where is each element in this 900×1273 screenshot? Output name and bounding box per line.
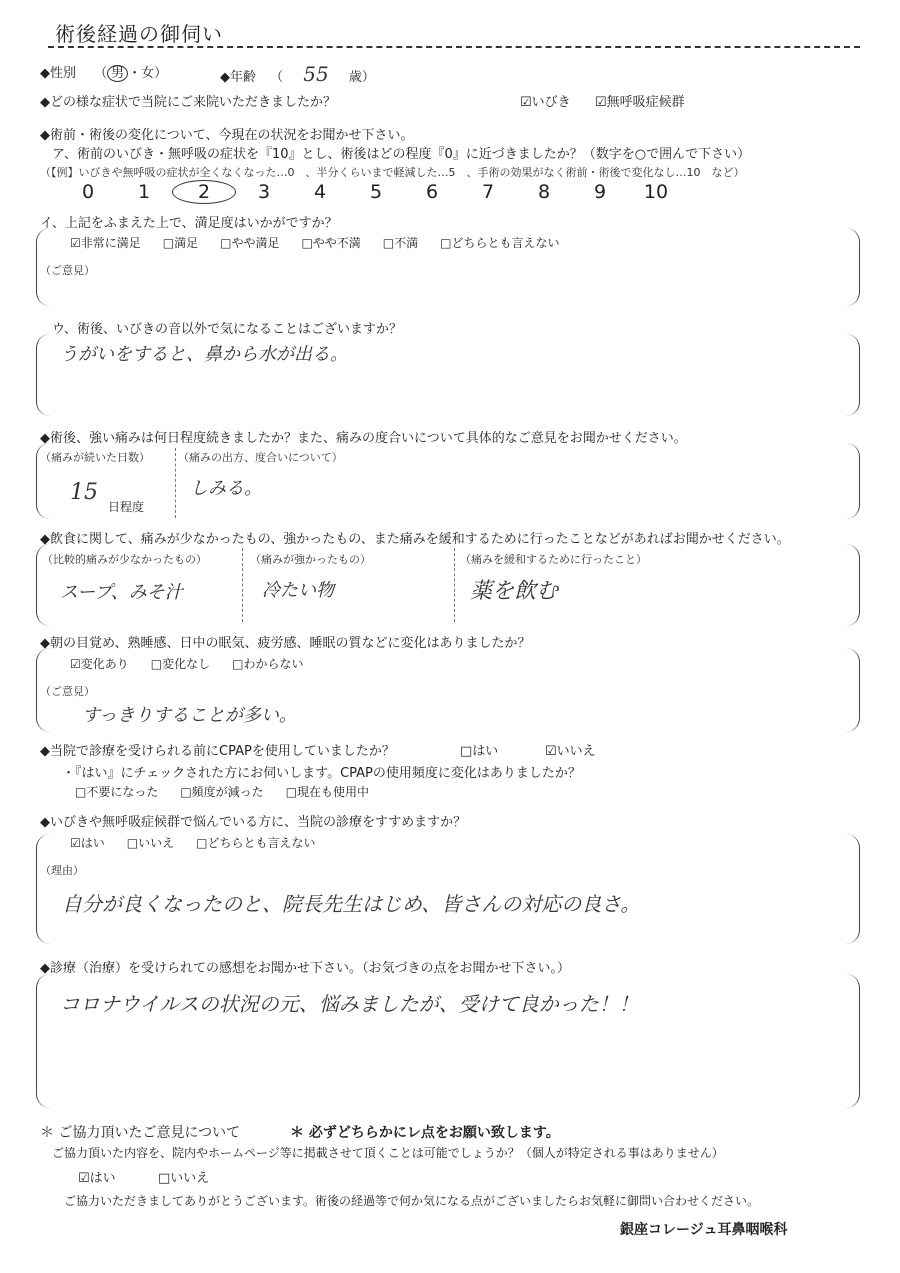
pain-degree-label: （痛みの出方、度合いについて）: [178, 451, 343, 464]
consent-header-right: ＊ 必ずどちらかにレ点をお願い致します。: [290, 1125, 560, 1141]
other-concern-question: ウ、術後、いびきの音以外で気になることはございますか？: [52, 322, 402, 337]
food-col2-label: （痛みが強かったもの）: [250, 553, 371, 566]
cpap-followup-options: [75, 783, 391, 800]
scale-number-6[interactable]: 6: [425, 181, 439, 203]
title-divider: [48, 46, 860, 48]
satisfaction-option-5[interactable]: □どちらとも言えない: [440, 236, 560, 250]
food-col3-label: （痛みを緩和するために行ったこと）: [460, 553, 647, 566]
food-col3-answer: 薬を飲む: [470, 579, 559, 604]
cpap-question: ◆当院で診療を受けられる前にCPAPを使用していましたか？: [40, 744, 395, 759]
cpap-followup-option-0[interactable]: □不要になった: [75, 785, 159, 799]
pain-days-value: 15: [70, 480, 98, 505]
scale-number-5[interactable]: 5: [369, 181, 383, 203]
scale-number-10[interactable]: 10: [643, 181, 669, 203]
satisfaction-option-0[interactable]: ☑非常に満足: [70, 236, 141, 250]
impression-question: ◆診療（治療）を受けられての感想をお聞かせ下さい。（お気づきの点をお聞かせ下さい。）: [40, 961, 570, 976]
gender-label: ◆性別: [40, 66, 76, 81]
gender-selected: 男: [107, 65, 128, 82]
symptom-apnea-checkbox[interactable]: ☑無呼吸症候群: [595, 95, 685, 110]
change-question: ア、術前のいびき・無呼吸の症状を『10』とし、術後はどの程度『0』に近づきましたか？（数字を○で囲んで下さい）: [52, 147, 751, 162]
satisfaction-options: [70, 234, 581, 251]
clinic-name: 銀座コレージュ耳鼻咽喉科: [620, 1222, 788, 1238]
cpap-followup-option-2[interactable]: □現在も使用中: [285, 785, 370, 799]
impression-answer: コロナウイルスの状況の元、悩みましたが、受けて良かった！！: [60, 992, 639, 1016]
consent-question: ご協力頂いた内容を、院内やホームページ等に掲載させて頂くことは可能でしょうか？（個人が特定される事はありません）: [52, 1146, 724, 1160]
age-unit: 歳）: [348, 70, 375, 85]
consent-no-checkbox[interactable]: □いいえ: [158, 1171, 210, 1186]
scale-number-7[interactable]: 7: [481, 181, 495, 203]
sleep-option-2[interactable]: □わからない: [232, 657, 304, 671]
cpap-followup-question: ・『はい』にチェックされた方にお伺いします。CPAPの使用頻度に変化はありましたか？: [62, 766, 581, 781]
recommend-answer: 自分が良くなったのと、院長先生はじめ、皆さんの対応の良さ。: [62, 892, 641, 916]
sleep-comment-label: （ご意見）: [40, 685, 95, 698]
age-label: ◆年齢: [220, 70, 256, 85]
recommend-question: ◆いびきや無呼吸症候群で悩んでいる方に、当院の診療をすすめますか？: [40, 815, 467, 830]
thanks-message: ご協力いただきましてありがとうございます。術後の経過等で何か気になる点がございましたらお気軽に御問い合わせください。: [64, 1194, 760, 1208]
pain-box: [36, 443, 860, 519]
food-col1-answer: スープ、みそ汁: [60, 582, 183, 603]
scale-number-4[interactable]: 4: [313, 181, 327, 203]
food-col1-label: （比較的痛みが少なかったもの）: [42, 553, 207, 566]
satisfaction-option-1[interactable]: □満足: [162, 236, 199, 250]
age-value: 55: [303, 62, 329, 86]
cpap-followup-option-1[interactable]: □頻度が減った: [180, 785, 264, 799]
food-divider-1: [242, 548, 243, 622]
change-header: ◆術前・術後の変化について、今現在の状況をお聞かせ下さい。: [40, 128, 414, 143]
scale-number-0[interactable]: 0: [81, 181, 95, 203]
gender-row: [40, 62, 167, 81]
change-example: （【例】いびきや無呼吸の症状が全くなくなった…0 、半分くらいまで軽減した…5 、手術の効果がなく術前・術後で変化なし…10 など）: [40, 166, 745, 179]
scale-number-1[interactable]: 1: [137, 181, 151, 203]
gender-options: （ 男 ・女）: [94, 66, 168, 81]
food-question: ◆飲食に関して、痛みが少なかったもの、強かったもの、また痛みを緩和するために行ったことなどがあればお聞かせください。: [40, 532, 790, 547]
consent-yes-checkbox[interactable]: ☑はい: [78, 1171, 116, 1186]
satisfaction-question: イ、上記をふまえた上で、満足度はいかがですか？: [40, 216, 338, 231]
pain-days-label: （痛みが続いた日数）: [40, 451, 150, 464]
consent-header-left: ＊ ご協力頂いたご意見について: [40, 1125, 241, 1141]
scale-number-3[interactable]: 3: [257, 181, 271, 203]
recommend-option-2[interactable]: □どちらとも言えない: [196, 836, 316, 850]
other-concern-answer: うがいをすると、鼻から水が出る。: [60, 344, 348, 365]
scale-number-9[interactable]: 9: [593, 181, 607, 203]
recommend-option-1[interactable]: □いいえ: [126, 836, 175, 850]
scale-number-8[interactable]: 8: [537, 181, 551, 203]
sleep-answer: すっきりすることが多い。: [82, 705, 297, 726]
age-row: ◆年齢 （ 55 歳）: [220, 62, 375, 86]
pain-days-unit: 日程度: [108, 500, 145, 514]
pain-question: ◆術後、強い痛みは何日程度続きましたか？また、痛みの度合いについて具体的なご意見をお聞かせください。: [40, 431, 687, 446]
recommend-reason-label: （理由）: [40, 864, 84, 877]
symptom-snoring-checkbox[interactable]: ☑いびき: [520, 95, 571, 110]
page-title: 術後経過の御伺い: [55, 22, 223, 46]
cpap-yes-checkbox[interactable]: □はい: [460, 744, 499, 759]
symptom-question: ◆どの様な症状で当院にご来院いただきましたか？: [40, 95, 336, 110]
sleep-options: [70, 655, 325, 672]
pain-degree-answer: しみる。: [190, 478, 262, 499]
food-col2-answer: 冷たい物: [262, 580, 334, 601]
satisfaction-comment-label: （ご意見）: [40, 264, 95, 277]
satisfaction-option-4[interactable]: □不満: [382, 236, 419, 250]
satisfaction-option-2[interactable]: □やや満足: [220, 236, 280, 250]
sleep-option-0[interactable]: ☑変化あり: [70, 657, 129, 671]
satisfaction-option-3[interactable]: □やや不満: [301, 236, 361, 250]
recommend-option-0[interactable]: ☑はい: [70, 836, 105, 850]
change-scale: [60, 180, 684, 204]
scale-number-2[interactable]: 2: [172, 180, 236, 204]
sleep-question: ◆朝の目覚め、熟睡感、日中の眠気、疲労感、睡眠の質などに変化はありましたか？: [40, 636, 531, 651]
cpap-no-checkbox[interactable]: ☑いいえ: [545, 744, 596, 759]
pain-column-divider: [175, 448, 176, 518]
food-divider-2: [454, 548, 455, 622]
sleep-option-1[interactable]: □変化なし: [150, 657, 211, 671]
